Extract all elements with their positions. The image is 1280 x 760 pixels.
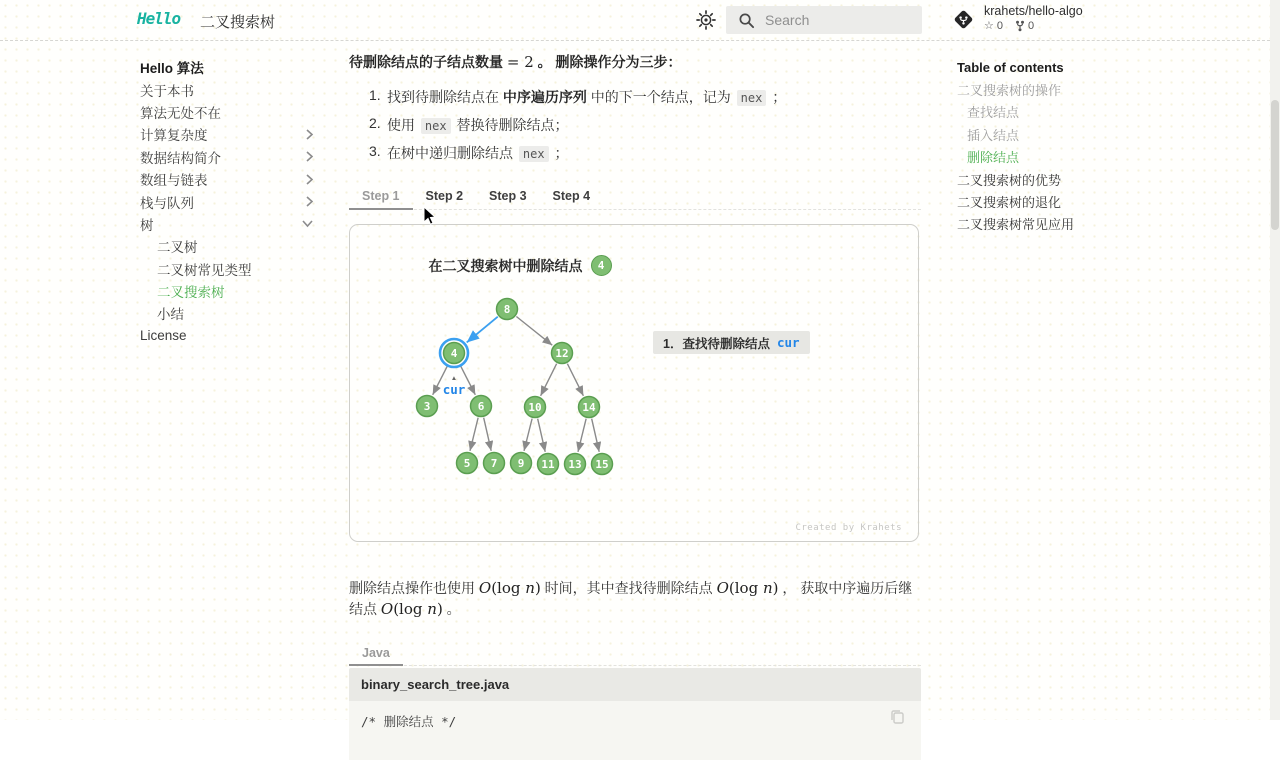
star-icon: ☆ (984, 20, 994, 32)
toc-item[interactable] (957, 213, 1132, 235)
code-line: /* 删除结点 */ (361, 714, 457, 729)
toc-item-label: 查找结点 (967, 105, 1020, 121)
sidebar-item-label: 算法无处不在 (140, 105, 221, 121)
star-count: 0 (996, 20, 1003, 32)
site-logo[interactable]: Hello (137, 9, 181, 28)
toc-item[interactable] (957, 101, 1132, 123)
tab-step-3[interactable]: Step 3 (489, 189, 527, 203)
math-expression: O(log n) (380, 600, 443, 618)
sidebar-item[interactable] (140, 146, 316, 168)
page-title: 二叉搜索树 (200, 14, 276, 31)
list-item-number: 1. (369, 87, 381, 103)
watermark: Created by Krahets (795, 523, 902, 533)
tab-java[interactable]: Java (349, 640, 403, 665)
figure-caption-text: 1．查找待删除结点 (663, 336, 770, 351)
sidebar-item[interactable] (140, 190, 316, 212)
list-item (369, 143, 568, 163)
toc-item-label: 二叉搜索树的优势 (957, 172, 1062, 188)
toc-item-label: 删除结点 (967, 150, 1020, 166)
scrollbar-track[interactable] (1270, 0, 1280, 720)
math-expression: = 2 (506, 53, 534, 71)
toc-item-label: 二叉搜索树常见应用 (957, 217, 1075, 233)
fork-icon (1015, 20, 1025, 32)
sidebar-item-label: 树 (140, 217, 154, 233)
sidebar-item[interactable] (140, 168, 316, 190)
search-box[interactable] (726, 6, 922, 34)
sidebar-item-label: 数组与链表 (140, 173, 208, 189)
chevron-right-icon (305, 150, 314, 163)
code-filename: binary_search_tree.java (349, 668, 921, 701)
git-repo-icon (952, 8, 975, 31)
toc-item-label: 二叉搜索树的退化 (957, 195, 1062, 211)
figure-caption (653, 331, 810, 354)
sidebar-item[interactable] (140, 56, 316, 78)
sidebar-item-label: 二叉搜索树 (157, 285, 225, 301)
svg-text:5: 5 (463, 456, 471, 470)
toc-item[interactable] (957, 146, 1132, 168)
svg-text:12: 12 (555, 346, 569, 360)
svg-text:9: 9 (517, 456, 525, 470)
toc (957, 56, 1132, 235)
brightness-icon (696, 10, 716, 30)
sidebar-item-label: Hello 算法 (140, 61, 204, 77)
sidebar-item-label: 关于本书 (140, 83, 194, 99)
sidebar-nav (140, 56, 316, 347)
tab-step-1[interactable]: Step 1 (349, 183, 413, 209)
toc-item[interactable] (957, 123, 1132, 145)
fork-count: 0 (1028, 20, 1035, 32)
search-icon (738, 12, 755, 29)
svg-text:10: 10 (528, 400, 542, 414)
header (0, 0, 1280, 41)
code-tabbar (349, 640, 921, 666)
svg-text:cur: cur (442, 382, 466, 397)
sidebar-item-label: 二叉树 (157, 240, 198, 256)
repo-name: krahets/hello-algo (984, 4, 1083, 18)
code-block (349, 701, 921, 760)
mouse-cursor (423, 206, 437, 226)
sidebar-item[interactable] (140, 101, 316, 123)
sidebar-item-label: 栈与队列 (140, 195, 194, 211)
figure-title-text: 在二叉搜索树中删除结点 (428, 257, 583, 274)
sidebar-item-label: 二叉树常见类型 (157, 262, 252, 278)
repo-text (984, 4, 1083, 33)
inline-code: nex (737, 90, 767, 106)
chevron-right-icon (305, 128, 314, 141)
theme-toggle-button[interactable] (696, 10, 716, 30)
figure-title-badge: 4 (591, 255, 612, 276)
search-input[interactable] (765, 12, 905, 28)
toc-item-label: 二叉搜索树的操作 (957, 83, 1062, 99)
svg-text:15: 15 (595, 457, 609, 471)
inline-code: nex (519, 146, 549, 162)
sidebar-item[interactable] (140, 302, 316, 324)
sidebar-item[interactable] (140, 280, 316, 302)
toc-item[interactable] (957, 168, 1132, 190)
svg-text:6: 6 (477, 399, 485, 413)
figure-box (349, 224, 919, 542)
list-item-text: 找到待删除结点在 中序遍历序列 中的下一个结点，记为 nex ； (387, 89, 787, 105)
toc-item[interactable] (957, 190, 1132, 212)
sidebar-item[interactable] (140, 325, 316, 347)
svg-text:▲: ▲ (450, 375, 458, 382)
tab-step-4[interactable]: Step 4 (552, 189, 591, 203)
copy-code-button[interactable] (889, 708, 905, 724)
list-item-number: 2. (369, 115, 381, 131)
tree-svg (350, 225, 920, 541)
svg-text:14: 14 (582, 400, 596, 414)
toc-title: Table of contents (957, 59, 1064, 75)
svg-text:3: 3 (423, 399, 431, 413)
list-item (369, 115, 568, 135)
scrollbar-thumb[interactable] (1271, 100, 1279, 230)
math-expression: O(log n) (716, 579, 779, 597)
sidebar-item-label: 小结 (157, 307, 184, 323)
sidebar-item[interactable] (140, 258, 316, 280)
list-item-text: 在树中递归删除结点 nex ； (387, 145, 569, 161)
main-content (349, 40, 921, 729)
sidebar-item[interactable] (140, 78, 316, 100)
toc-list (957, 78, 1132, 235)
toc-item[interactable] (957, 78, 1132, 100)
inline-code: nex (421, 118, 451, 134)
list-item-text: 使用 nex 替换待删除结点； (387, 117, 569, 133)
chevron-right-icon (305, 173, 314, 186)
chevron-down-icon (301, 219, 314, 228)
sidebar-item[interactable] (140, 235, 316, 257)
sidebar-item[interactable] (140, 123, 316, 145)
svg-text:11: 11 (541, 457, 555, 471)
list-item-number: 3. (369, 143, 381, 159)
outro-paragraph: 删除结点操作也使用 O(log n) 时间，其中查找待删除结点 O(log n) ， 获取中序遍历后继结点 O(log n) 。 (349, 579, 913, 618)
svg-text:13: 13 (568, 457, 582, 471)
intro-paragraph: 待删除结点的子结点数量 = 2 。 删除操作分为三步： (349, 53, 682, 71)
list-item (369, 87, 786, 107)
tab-step-2[interactable]: Step 2 (425, 189, 464, 203)
figure-caption-code: cur (776, 335, 800, 350)
svg-text:4: 4 (450, 346, 458, 360)
sidebar-item-label: 数据结构简介 (140, 150, 221, 166)
svg-text:8: 8 (503, 302, 511, 316)
copy-icon (889, 708, 905, 724)
sidebar-item-label: 计算复杂度 (140, 128, 208, 144)
sidebar-item[interactable] (140, 213, 316, 235)
toc-item-label: 插入结点 (967, 127, 1020, 143)
svg-text:7: 7 (490, 456, 498, 470)
repo-stats (984, 19, 1083, 33)
repo-link[interactable] (952, 4, 1083, 33)
sidebar-item-label: License (140, 328, 187, 344)
math-expression: O(log n) (478, 579, 541, 597)
chevron-right-icon (305, 195, 314, 208)
